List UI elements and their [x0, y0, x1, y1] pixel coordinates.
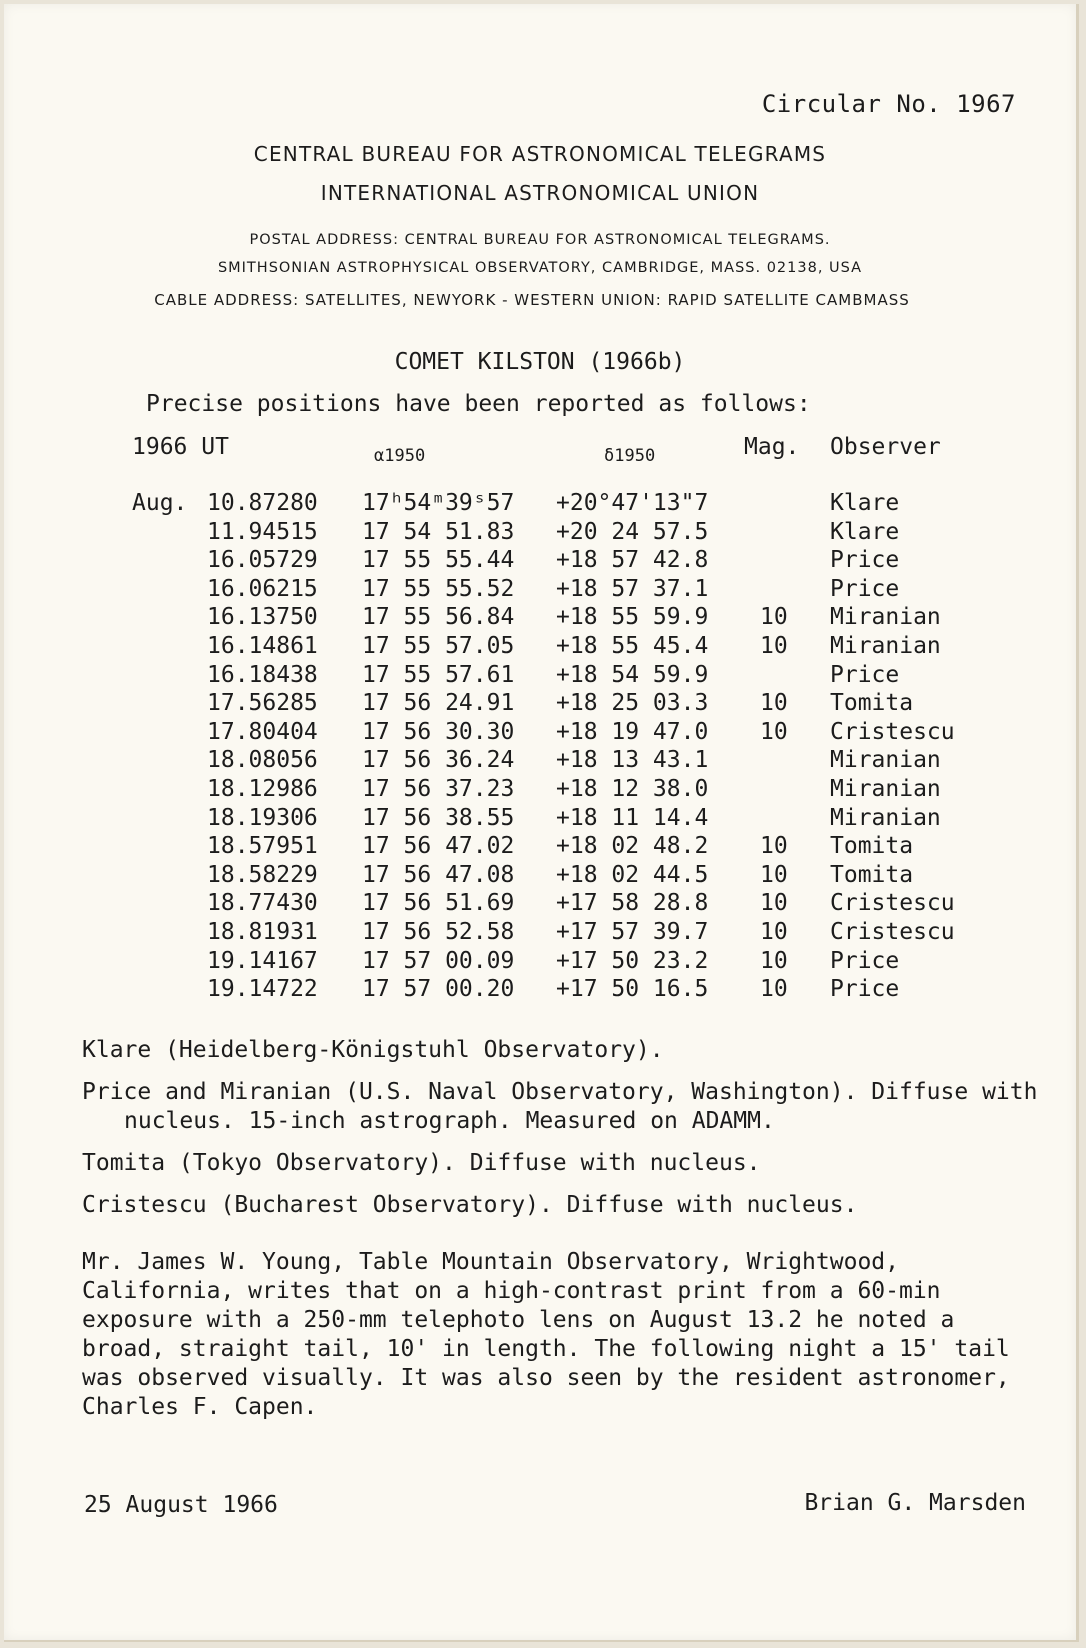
- row-date: 17.56285: [207, 690, 318, 717]
- row-dec: +18 55 45.4: [556, 632, 709, 659]
- row-ra: 17 56 30.30: [362, 718, 515, 745]
- row-observer: Tomita: [830, 861, 914, 888]
- table-row: [4, 919, 1076, 948]
- table-row: [4, 576, 1076, 605]
- bureau-title: CENTRAL BUREAU FOR ASTRONOMICAL TELEGRAMS: [253, 142, 827, 166]
- row-date: 16.18438: [207, 661, 318, 688]
- young-report-paragraph: Mr. James W. Young, Table Mountain Observatory, Wrightwood, California, writes that on a high-contrast print from a 60-min exposure with a 250-mm telephoto lens on August 13.2 he noted a broad, straight tail, 10' in length. The following night a 15' tail was observed visually. It was also seen by the resident astronomer, Charles F. Capen.: [82, 1249, 1010, 1420]
- row-dec: +18 11 14.4: [556, 804, 709, 831]
- row-dec: +18 19 47.0: [556, 718, 709, 745]
- row-mag: 10: [760, 861, 788, 888]
- row-dec: +18 54 59.9: [556, 661, 709, 688]
- row-mag: 10: [760, 604, 788, 631]
- table-row: [4, 805, 1076, 834]
- row-observer: Price: [830, 976, 900, 1003]
- row-ra: 17 56 36.24: [362, 747, 515, 774]
- row-dec: +18 57 42.8: [556, 547, 709, 574]
- row-observer: Klare: [830, 490, 900, 516]
- note-klare: Klare (Heidelberg-Königstuhl Observatory).: [82, 1037, 664, 1063]
- row-dec: +17 50 23.2: [556, 947, 709, 974]
- circular-page: [4, 4, 1079, 1642]
- row-ra: 17 56 47.08: [362, 861, 515, 888]
- table-row: [4, 776, 1076, 805]
- table-row: [4, 690, 1076, 719]
- row-date: 18.81931: [207, 918, 318, 945]
- row-observer: Cristescu: [830, 918, 955, 945]
- row-date: 16.05729: [207, 547, 318, 574]
- row-observer: Miranian: [830, 747, 941, 774]
- table-row: [4, 633, 1076, 662]
- row-date: 18.77430: [207, 890, 318, 917]
- positions-table: [4, 490, 1076, 1005]
- header-dec: δ1950: [604, 446, 656, 466]
- note-tomita: Tomita (Tokyo Observatory). Diffuse with nucleus.: [82, 1150, 761, 1176]
- table-row: [4, 862, 1076, 891]
- row-date: 17.80404: [207, 718, 318, 745]
- row-dec: +18 12 38.0: [556, 775, 709, 802]
- row-mag: 10: [760, 976, 788, 1003]
- row-ra: 17 55 55.44: [362, 547, 515, 574]
- row-ra: 17 57 00.20: [362, 976, 515, 1003]
- row-observer: Tomita: [830, 833, 914, 860]
- row-observer: Klare: [830, 518, 900, 545]
- row-observer: Cristescu: [830, 890, 955, 917]
- row-observer: Miranian: [830, 604, 941, 631]
- table-row: [4, 519, 1076, 548]
- row-date: 18.57951: [207, 833, 318, 860]
- row-dec: +18 02 48.2: [556, 833, 709, 860]
- row-date: 11.94515: [207, 518, 318, 545]
- issue-date: 25 August 1966: [84, 1492, 278, 1518]
- row-mag: 10: [760, 632, 788, 659]
- row-mag: 10: [760, 833, 788, 860]
- row-ra: 17 56 52.58: [362, 918, 515, 945]
- table-row: [4, 547, 1076, 576]
- table-row: [4, 719, 1076, 748]
- row-month: Aug.: [132, 490, 188, 516]
- row-ra: 17 55 57.05: [362, 632, 515, 659]
- row-dec: +20°47'13"7: [556, 490, 709, 516]
- row-observer: Price: [830, 575, 900, 602]
- row-observer: Miranian: [830, 775, 941, 802]
- row-ra: 17 56 38.55: [362, 804, 515, 831]
- row-date: 19.14167: [207, 947, 318, 974]
- row-observer: Miranian: [830, 804, 941, 831]
- row-observer: Cristescu: [830, 718, 955, 745]
- table-row: [4, 833, 1076, 862]
- row-date: 18.12986: [207, 775, 318, 802]
- row-observer: Price: [830, 547, 900, 574]
- row-ra: 17 56 24.91: [362, 690, 515, 717]
- table-row: [4, 662, 1076, 691]
- note-price-miranian: Price and Miranian (U.S. Naval Observatory, Washington). Diffuse with nucleus. 15-inch astrograph. Measured on ADAMM.: [82, 1079, 1038, 1134]
- row-date: 18.58229: [207, 861, 318, 888]
- observer-notes: [82, 1036, 1042, 1233]
- row-date: 10.87280: [207, 490, 318, 516]
- row-mag: 10: [760, 918, 788, 945]
- row-observer: Price: [830, 947, 900, 974]
- row-mag: 10: [760, 890, 788, 917]
- intro-text: Precise positions have been reported as follows:: [146, 391, 811, 417]
- row-date: 16.06215: [207, 575, 318, 602]
- postal-address-line2: SMITHSONIAN ASTROPHYSICAL OBSERVATORY, CAMBRIDGE, MASS. 02138, USA: [217, 260, 863, 276]
- row-date: 19.14722: [207, 976, 318, 1003]
- table-row: [4, 747, 1076, 776]
- row-date: 18.19306: [207, 804, 318, 831]
- table-row: [4, 604, 1076, 633]
- row-dec: +18 57 37.1: [556, 575, 709, 602]
- row-ra: 17 56 47.02: [362, 833, 515, 860]
- row-dec: +18 02 44.5: [556, 861, 709, 888]
- table-row: [4, 890, 1076, 919]
- header-date: 1966 UT: [132, 434, 229, 460]
- row-date: 18.08056: [207, 747, 318, 774]
- row-date: 16.13750: [207, 604, 318, 631]
- row-dec: +18 55 59.9: [556, 604, 709, 631]
- row-ra: 17 56 51.69: [362, 890, 515, 917]
- row-ra: 17 55 56.84: [362, 604, 515, 631]
- row-dec: +17 58 28.8: [556, 890, 709, 917]
- header-observer: Observer: [830, 434, 941, 460]
- row-observer: Tomita: [830, 690, 914, 717]
- row-dec: +17 50 16.5: [556, 976, 709, 1003]
- row-mag: 10: [760, 690, 788, 717]
- signature: Brian G. Marsden: [804, 1490, 1026, 1516]
- row-ra: 17 55 57.61: [362, 661, 515, 688]
- row-ra: 17 55 55.52: [362, 575, 515, 602]
- table-row: [4, 948, 1076, 977]
- table-row: [4, 976, 1076, 1005]
- row-dec: +20 24 57.5: [556, 518, 709, 545]
- cable-address: CABLE ADDRESS: SATELLITES, NEWYORK - WESTERN UNION: RAPID SATELLITE CAMBMASS: [154, 291, 910, 309]
- row-mag: 10: [760, 718, 788, 745]
- row-dec: +17 57 39.7: [556, 918, 709, 945]
- union-title: INTERNATIONAL ASTRONOMICAL UNION: [320, 181, 760, 205]
- row-mag: 10: [760, 947, 788, 974]
- row-observer: Price: [830, 661, 900, 688]
- row-dec: +18 25 03.3: [556, 690, 709, 717]
- table-row: [4, 490, 1076, 519]
- row-observer: Miranian: [830, 632, 941, 659]
- row-dec: +18 13 43.1: [556, 747, 709, 774]
- row-ra: 17 57 00.09: [362, 947, 515, 974]
- row-ra: 17 54 51.83: [362, 518, 515, 545]
- row-date: 16.14861: [207, 632, 318, 659]
- header-ra: α1950: [374, 446, 426, 466]
- postal-address-line1: POSTAL ADDRESS: CENTRAL BUREAU FOR ASTRONOMICAL TELEGRAMS.: [249, 232, 831, 248]
- comet-title: COMET KILSTON (1966b): [394, 349, 686, 375]
- circular-number: Circular No. 1967: [761, 90, 1016, 118]
- row-ra: 17 56 37.23: [362, 775, 515, 802]
- row-ra: 17ʰ54ᵐ39ˢ57: [362, 490, 515, 516]
- header-mag: Mag.: [744, 434, 800, 460]
- note-cristescu: Cristescu (Bucharest Observatory). Diffuse with nucleus.: [82, 1192, 858, 1218]
